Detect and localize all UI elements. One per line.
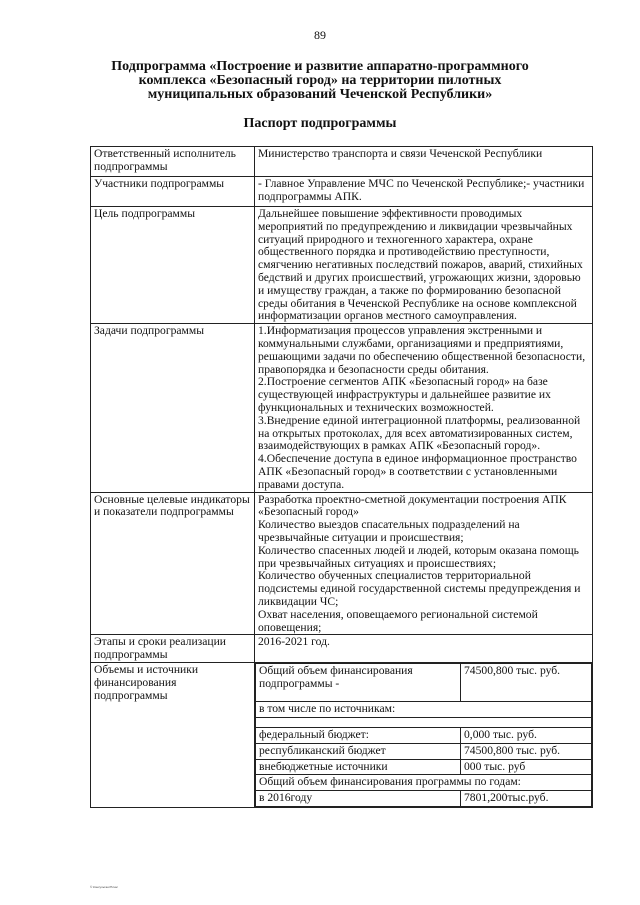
table-row (256, 743, 592, 759)
source-name: внебюджетные источники (256, 759, 461, 775)
source-amount: 0,000 тыс. руб. (461, 728, 592, 744)
table-row (256, 728, 592, 744)
source-amount: 000 тыс. руб (461, 759, 592, 775)
stages-value: 2016-2021 год. (255, 635, 593, 663)
funding-cell (255, 663, 593, 808)
task-item: 4.Обеспечение доступа в единое информационное пространство АПК «Безопасный город» в соответствии с установленными правами доступа. (258, 452, 577, 491)
indicator-item: Количество выездов спасательных подразделений на чрезвычайные ситуации и происшествия; (258, 518, 520, 544)
table-row (256, 759, 592, 775)
executor-label: Ответственный исполнитель подпрограммы (91, 147, 255, 177)
indicator-item: Количество обученных специалистов территориальной подсистемы единой государственной системы предупреждения и ликвидации ЧС; (258, 569, 581, 608)
passport-table (90, 146, 593, 808)
indicators-label: Основные целевые индикаторы и показатели подпрограммы (91, 492, 255, 635)
participants-label: Участники подпрограммы (91, 177, 255, 207)
indicators-value (255, 492, 593, 635)
indicator-item: Охват населения, оповещаемого региональной системой оповещения; (258, 607, 538, 634)
table-row (256, 664, 592, 702)
table-row (91, 635, 593, 663)
document-title: Подпрограмма «Построение и развитие аппаратно-программного комплекса «Безопасный город» на территории пилотных муниципальных образований Чеченской Республики» (111, 59, 529, 102)
page-number: 89 (314, 28, 326, 42)
source-name: федеральный бюджет: (256, 728, 461, 744)
spacer-cell (256, 718, 592, 728)
task-item: 3.Внедрение единой интеграционной платформы, реализованной на открытых протоколах, для всех автоматизированных систем, взаимодействующих в рамках АПК «Безопасный город». (258, 413, 581, 453)
funding-table (255, 663, 592, 807)
funding-total-value: 74500,800 тыс. руб. (461, 664, 592, 702)
table-row (256, 718, 592, 728)
table-row (91, 663, 593, 808)
funding-total-label: Общий объем финансирования подпрограммы - (256, 664, 461, 702)
table-row (256, 702, 592, 718)
task-item: 2.Построение сегментов АПК «Безопасный город» на базе существующей инфраструктуры и дальнейшее развитие их функциональных и технических возможностей. (258, 375, 551, 414)
funding-sources-heading: в том числе по источникам: (256, 702, 592, 718)
table-row (91, 492, 593, 635)
executor-value: Министерство транспорта и связи Чеченской Республики (255, 147, 593, 177)
year-amount: 7801,200тыс.руб. (461, 791, 592, 807)
table-row (91, 147, 593, 177)
tasks-label: Задачи подпрограммы (91, 324, 255, 492)
table-row (91, 324, 593, 492)
task-item: 1.Информатизация процессов управления экстренными и коммунальными службами, организациями и предприятиями, решающими задачи по обеспечению общественной безопасности, правопорядка и безопасности среды обитания. (258, 324, 586, 376)
table-row (256, 775, 592, 791)
indicator-item: Разработка проектно-сметной документации построения АПК «Безопасный город» (258, 492, 567, 519)
table-row (91, 207, 593, 324)
funding-label: Объемы и источники финансирования подпрограммы (91, 663, 255, 808)
goal-value: Дальнейшее повышение эффективности проводимых мероприятий по предупреждению и ликвидации чрезвычайных ситуаций природного и техногенного характера, охране общественного порядка и противодействию преступности, смягчению негативных последствий пожаров, аварий, стихийных бедствий и других происшествий, угрожающих жизни, здоровью и имуществу граждан, а также по формированию безопасной среды обитания в Чеченской Республике на основе комплексной информатизации органов местного самоуправления. (255, 207, 593, 324)
passport-heading: Паспорт подпрограммы (243, 116, 397, 131)
year-label: в 2016году (256, 791, 461, 807)
tasks-value (255, 324, 593, 492)
funding-years-heading: Общий объем финансирования программы по годам: (256, 775, 592, 791)
footer-watermark: © КонсультантПлюс (90, 885, 118, 889)
source-amount: 74500,800 тыс. руб. (461, 743, 592, 759)
stages-label: Этапы и сроки реализации подпрограммы (91, 635, 255, 663)
table-row (256, 791, 592, 807)
indicator-item: Количество спасенных людей и людей, которым оказана помощь при чрезвычайных ситуациях и происшествиях; (258, 543, 579, 570)
goal-label: Цель подпрограммы (91, 207, 255, 324)
source-name: республиканский бюджет (256, 743, 461, 759)
table-row (91, 177, 593, 207)
participants-value: - Главное Управление МЧС по Чеченской Республике;- участники подпрограммы АПК. (255, 177, 593, 207)
